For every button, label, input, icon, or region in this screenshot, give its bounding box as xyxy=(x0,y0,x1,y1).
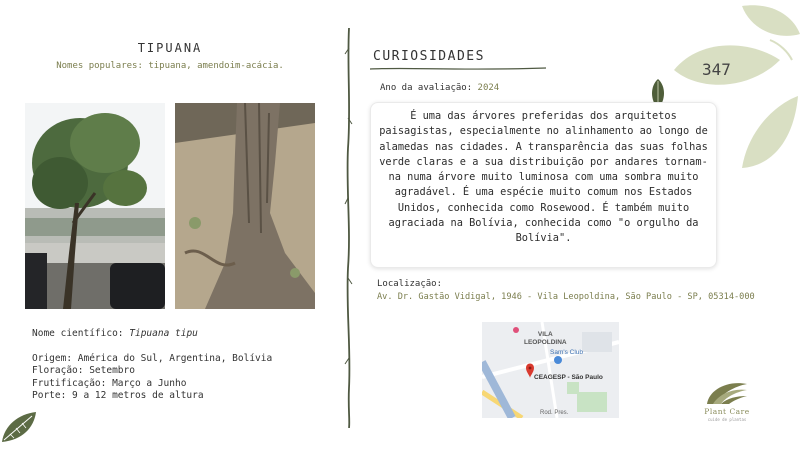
map-poi-sams-club: Sam's Club xyxy=(550,349,584,356)
location-label: Localização: xyxy=(377,279,443,289)
flowering-line: Floração: Setembro xyxy=(32,365,135,376)
fruiting-line: Frutificação: Março a Junho xyxy=(32,377,187,389)
brand-tagline: cuide de plantas xyxy=(707,417,747,422)
map-district-label: VILA LEOPOLDINA xyxy=(524,331,567,346)
popular-names: Nomes populares: tipuana, amendoim-acácia. xyxy=(56,61,284,71)
curiosities-heading: CURIOSIDADES xyxy=(373,49,485,64)
tree-photo-full xyxy=(25,103,165,309)
scientific-name-line xyxy=(32,328,272,341)
evaluation-year xyxy=(380,83,499,93)
curiosities-text-box xyxy=(370,102,717,268)
brand-name: Plant Care xyxy=(704,407,750,416)
map-poi-ceagesp: CEAGESP - São Paulo xyxy=(534,374,603,381)
curiosities-text: É uma das árvores preferidas dos arquitetos paisagistas, especialmente no alinhamento ao longo de alamedas nas cidades. A transparência das suas folhas verde claras e a sua distribuição por andares tornam-na numa árvore muito luminosa com uma sombra muito agradável. É uma espécie muito comum nos Estados Unidos, conhecida como Rosewood. É também muito agraciada na Bolívia, conhecida como "o orgulho da Bolívia". xyxy=(379,110,708,245)
size-line: Porte: 9 a 12 metros de altura xyxy=(32,390,204,401)
heading-underline xyxy=(370,66,546,72)
decorative-leaf-bottom-left xyxy=(0,408,38,444)
tree-facts xyxy=(32,328,272,403)
scientific-name-label: Nome científico: xyxy=(32,328,124,339)
origin-line: Origem: América do Sul, Argentina, Bolívia xyxy=(32,352,273,364)
tree-title: TIPUANA xyxy=(137,41,203,55)
hand-drawn-divider xyxy=(342,28,356,428)
plant-care-logo-icon xyxy=(705,380,749,406)
location-address: Av. Dr. Gastão Vidigal, 1946 - Vila Leopoldina, São Paulo - SP, 05314-000 xyxy=(377,292,755,302)
page-number: 347 xyxy=(702,60,731,79)
evaluation-year-value: 2024 xyxy=(477,83,500,93)
scientific-name-value: Tipuana tipu xyxy=(129,328,198,339)
map-road-label: Rod. Pres. xyxy=(540,410,569,416)
tree-trunk-photo xyxy=(175,103,315,309)
evaluation-year-label: Ano da avaliação: xyxy=(380,83,473,93)
location-map[interactable] xyxy=(482,322,619,418)
